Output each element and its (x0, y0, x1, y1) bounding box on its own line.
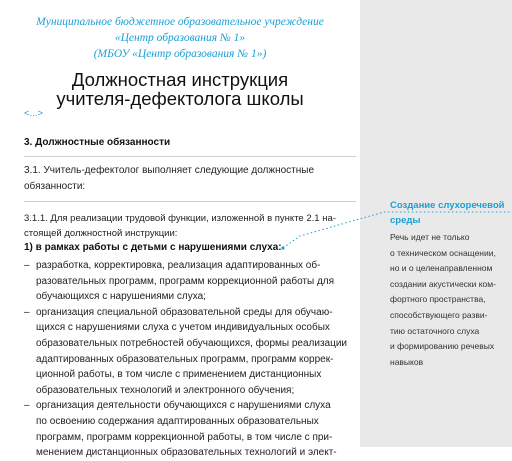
list-item-line: по освоению содержания адаптированных образовательных (36, 415, 319, 427)
sidenote-line: о техническом оснащении, (390, 247, 496, 258)
list-item-line: менением дистанционных образовательных технологий и элект- (36, 447, 337, 459)
hearing-impairment-item: 1) в рамках работы с детьми с нарушениями слуха: (24, 242, 282, 253)
paragraph-line: стоящей должностной инструкции: (24, 228, 178, 239)
dash-marker: – (24, 400, 30, 412)
list-item-line: организация специальной образовательной среды для обучаю- (36, 306, 333, 318)
document-title (0, 70, 360, 108)
document-title-line2: учителя-дефектолога школы (56, 88, 304, 109)
omission-marker: <...> (24, 108, 44, 119)
sidenote-title-line: среды (390, 215, 421, 226)
paragraph-3-1 (24, 163, 354, 195)
list-item-line: щихся с нарушениями слуха с учетом индивидуальных особых (36, 322, 330, 334)
list-item-line: организация деятельности обучающихся с нарушениями слуха (36, 400, 331, 412)
paragraph-3-1-1 (24, 211, 354, 241)
sidenote-line: навыков (390, 356, 424, 367)
list-item-line: ционной работы, в том числе с применением дистанционных (36, 369, 322, 381)
dash-marker: – (24, 260, 30, 271)
list-item-line: обучающихся с нарушениями слуха; (36, 291, 206, 303)
sidenote-title-line: Создание слухоречевой (390, 200, 505, 211)
sidenote-line: создании акустически ком- (390, 278, 496, 289)
sidenote-line: и формированию речевых (390, 341, 495, 352)
org-name-line: Муниципальное бюджетное образовательное учреждение (36, 16, 324, 28)
paragraph-line: 3.1. Учитель-дефектолог выполняет следующие должностные (24, 165, 315, 176)
sidenote-title (390, 198, 510, 228)
paragraph-line: 3.1.1. Для реализации трудовой функции, изложенной в пункте 2.1 на- (24, 213, 336, 224)
sidenote-line: способствующего разви- (390, 309, 488, 320)
sidenote-line: тию остаточного слуха (390, 325, 480, 336)
org-short-name-line: «Центр образования № 1» (114, 32, 246, 44)
duties-list (24, 258, 354, 461)
list-item-line: программ, программ коррекционной работы, в том числе с при- (36, 431, 333, 443)
document-title-line1: Должностная инструкция (71, 69, 289, 90)
org-abbreviation-line: (МБОУ «Центр образования № 1») (93, 48, 267, 60)
sidenote-line: фортного пространства, (390, 294, 486, 305)
list-item (24, 398, 354, 460)
section-divider (24, 156, 356, 157)
sidenote-line: но и о целенаправленном (390, 263, 493, 274)
list-item (24, 258, 354, 305)
sidenote-body (390, 230, 510, 370)
paragraph-line: обязанности: (24, 181, 86, 192)
list-item-line: образовательных потребностей обучающихся, формы реализации (36, 337, 348, 349)
list-item-line: адаптированных образовательных программ, программ коррек- (36, 353, 334, 365)
paragraph-divider (24, 201, 356, 202)
list-item (24, 305, 354, 399)
list-item-line: образовательных технологий и электронного обучения; (36, 384, 295, 396)
section-heading: 3. Должностные обязанности (24, 137, 171, 148)
organization-header (0, 14, 360, 62)
dash-marker: – (24, 306, 30, 318)
list-item-line: разработка, корректировка, реализация адаптированных об- (36, 260, 321, 271)
sidenote-line: Речь идет не только (390, 232, 470, 242)
list-item-line: разовательных программ, программ коррекционной работы для (36, 275, 335, 287)
